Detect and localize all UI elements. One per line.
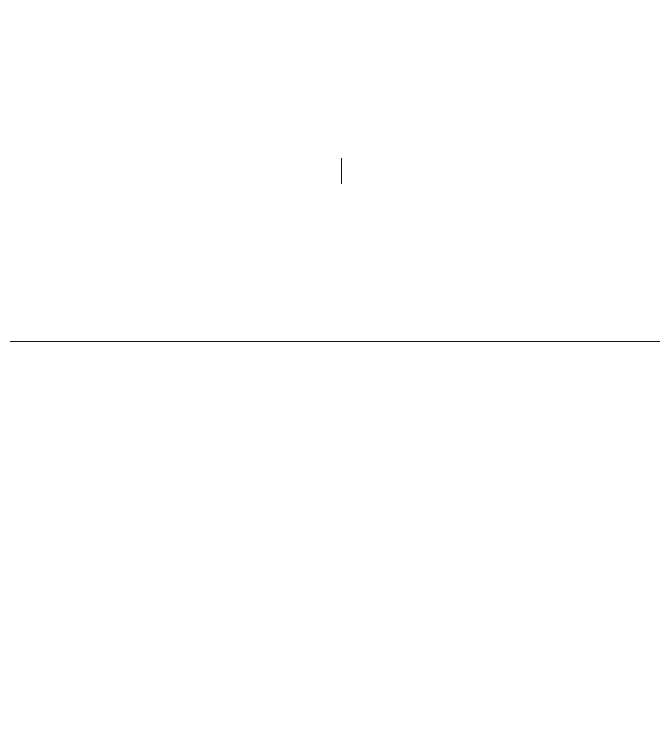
- toc-entries: [0, 352, 670, 756]
- title-block: [310, 10, 370, 190]
- title-rule: [341, 158, 342, 184]
- section-divider: [10, 341, 660, 342]
